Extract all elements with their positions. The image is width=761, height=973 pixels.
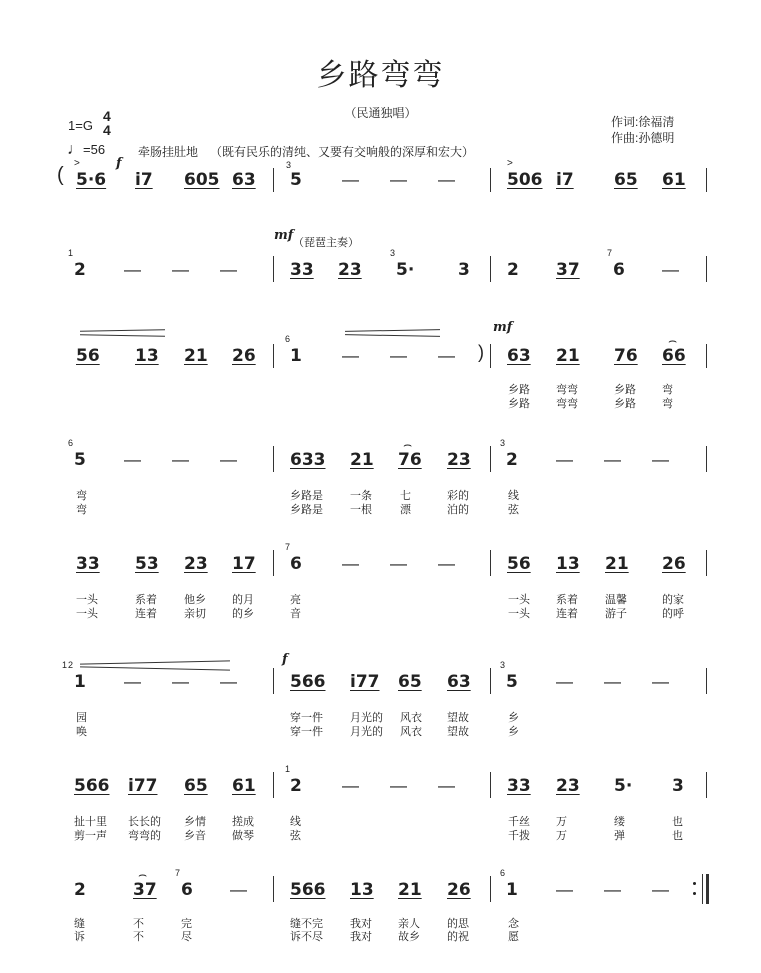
- lyric: 乡情: [184, 816, 206, 828]
- lyric: 愿: [508, 931, 519, 943]
- lyric: 连着: [556, 608, 578, 620]
- dynamic-mark: f: [116, 156, 122, 171]
- accent-mark: >: [507, 158, 513, 169]
- staff-row-6: [0, 650, 761, 740]
- note: i77: [128, 776, 158, 796]
- lyric: 乡路: [508, 398, 530, 410]
- lyric: 穿一件: [290, 726, 323, 738]
- note: 605: [184, 170, 220, 190]
- note: 76: [398, 450, 422, 470]
- song-title: 乡路弯弯: [316, 58, 445, 93]
- lyric: 系着: [556, 594, 578, 606]
- note: 23: [447, 450, 471, 470]
- note: 2: [74, 260, 86, 280]
- dash: —: [604, 450, 621, 469]
- note: 6: [181, 880, 193, 900]
- grace-note: 7: [175, 868, 181, 878]
- lyric: 的祝: [447, 931, 469, 943]
- dash: —: [652, 450, 669, 469]
- lyric: 亲切: [184, 608, 206, 620]
- lyric: 音: [290, 608, 301, 620]
- note: 63: [232, 170, 256, 190]
- note: 5·6: [76, 170, 107, 190]
- dash: —: [342, 170, 359, 189]
- note: 2: [506, 450, 518, 470]
- lyric: 一头: [508, 608, 530, 620]
- barline: [490, 772, 491, 798]
- barline: [273, 550, 274, 576]
- note: 66: [662, 346, 686, 366]
- grace-note: 3: [390, 248, 396, 258]
- accent-mark: >: [74, 158, 80, 169]
- note: 1: [290, 346, 302, 366]
- grace-note: 3: [500, 438, 506, 448]
- lyric: 穿一件: [290, 712, 323, 724]
- lyric: 泊的: [447, 504, 469, 516]
- dash: —: [342, 346, 359, 365]
- note: 566: [74, 776, 110, 796]
- lyric: 望故: [447, 726, 469, 738]
- hairpin: [80, 334, 165, 336]
- dash: —: [438, 170, 455, 189]
- note: 5: [290, 170, 302, 190]
- note: i77: [350, 672, 380, 692]
- lyric: 乡路: [614, 384, 636, 396]
- note: 33: [507, 776, 531, 796]
- time-bottom: 4: [103, 122, 111, 138]
- barline: [706, 344, 707, 368]
- note: 23: [338, 260, 362, 280]
- lyric: 亮: [290, 594, 301, 606]
- note: 26: [232, 346, 256, 366]
- lyric: 万: [556, 830, 567, 842]
- dash: —: [556, 880, 573, 899]
- dash: —: [604, 880, 621, 899]
- lyric: 完: [181, 918, 192, 930]
- credits: [611, 114, 674, 146]
- grace-note: 6: [285, 334, 291, 344]
- note: 566: [290, 880, 326, 900]
- note: 633: [290, 450, 326, 470]
- barline: [273, 344, 274, 368]
- barline: [490, 876, 491, 902]
- barline: [706, 256, 707, 282]
- note: 6: [290, 554, 302, 574]
- lyric: 弹: [614, 830, 625, 842]
- hairpin: [345, 329, 440, 332]
- quarter-note-icon: ♩: [67, 141, 83, 158]
- note: 63: [447, 672, 471, 692]
- note: 65: [614, 170, 638, 190]
- barline: [706, 446, 707, 472]
- note: 6: [613, 260, 625, 280]
- barline: [706, 668, 707, 694]
- dash: —: [230, 880, 247, 899]
- lyric: 诉不尽: [290, 931, 323, 943]
- lyric: 长长的: [128, 816, 161, 828]
- dash: —: [438, 554, 455, 573]
- note: 13: [350, 880, 374, 900]
- lyric: 系着: [135, 594, 157, 606]
- barline: [490, 550, 491, 576]
- note: 37: [133, 880, 157, 900]
- lyric: 乡路是: [290, 490, 323, 502]
- tempo-marking: [67, 141, 105, 159]
- dash: —: [556, 450, 573, 469]
- lyric: 彩的: [447, 490, 469, 502]
- staff-row-3: [0, 320, 761, 420]
- lyric: 弯: [76, 504, 87, 516]
- lyric: 线: [508, 490, 519, 502]
- lyric: 游子: [605, 608, 627, 620]
- hairpin: [345, 334, 440, 337]
- staff-row-8: [0, 862, 761, 973]
- lyric: 乡: [508, 726, 519, 738]
- barline: [490, 446, 491, 472]
- staff-row-2: [0, 228, 761, 288]
- dash: —: [124, 450, 141, 469]
- lyric: 搓成: [232, 816, 254, 828]
- note: 65: [398, 672, 422, 692]
- lyric: 风衣: [400, 712, 422, 724]
- dash: —: [390, 346, 407, 365]
- lyric: 诉: [74, 931, 85, 943]
- note: 33: [290, 260, 314, 280]
- lyric: 月光的: [350, 712, 383, 724]
- lyric: 一头: [508, 594, 530, 606]
- note: 5: [74, 450, 86, 470]
- staff-row-1: [0, 156, 761, 220]
- note: 21: [556, 346, 580, 366]
- dash: —: [390, 776, 407, 795]
- key-signature: 1=G: [68, 118, 93, 133]
- dash: —: [220, 672, 237, 691]
- lyric: 望故: [447, 712, 469, 724]
- lyric: 念: [508, 918, 519, 930]
- barline: [706, 550, 707, 576]
- lyric: 扯十里: [74, 816, 107, 828]
- dash: —: [438, 776, 455, 795]
- dash: —: [604, 672, 621, 691]
- dash: —: [172, 450, 189, 469]
- note: 65: [184, 776, 208, 796]
- note: 76: [614, 346, 638, 366]
- note: 61: [662, 170, 686, 190]
- barline: [706, 168, 707, 192]
- dynamic-mark: f: [282, 652, 288, 667]
- close-paren: ): [478, 342, 484, 362]
- grace-note: 1: [68, 248, 74, 258]
- dash: —: [220, 450, 237, 469]
- repeat-dot: [693, 882, 696, 885]
- lyric: 的家: [662, 594, 684, 606]
- lyric: 连着: [135, 608, 157, 620]
- note: 566: [290, 672, 326, 692]
- dash: —: [438, 346, 455, 365]
- lyric: 乡路是: [290, 504, 323, 516]
- barline: [490, 168, 491, 192]
- lyric: 不: [133, 931, 144, 943]
- character-marking: （既有民乐的清纯、又要有交响般的深厚和宏大）: [210, 145, 475, 159]
- note: i7: [556, 170, 574, 190]
- staff-row-4: [0, 432, 761, 522]
- barline: [273, 668, 274, 694]
- repeat-barline-thin: [702, 874, 703, 904]
- tempo-value: =56: [83, 142, 106, 157]
- lyric: 不: [133, 918, 144, 930]
- hairpin: [80, 660, 230, 664]
- note: 5·: [396, 260, 415, 280]
- note: 56: [507, 554, 531, 574]
- note: 53: [135, 554, 159, 574]
- lyric: 月光的: [350, 726, 383, 738]
- lyric: 他乡: [184, 594, 206, 606]
- lyric: 万: [556, 816, 567, 828]
- barline: [273, 168, 274, 192]
- barline: [490, 344, 491, 368]
- barline: [490, 668, 491, 694]
- lyric: 剪一声: [74, 830, 107, 842]
- dynamic-mark: mf: [274, 228, 294, 243]
- lyric: 的呼: [662, 608, 684, 620]
- dash: —: [662, 260, 679, 279]
- grace-note: 1: [285, 764, 291, 774]
- lyric: 一头: [76, 608, 98, 620]
- note: 23: [556, 776, 580, 796]
- lyric: 我对: [350, 918, 372, 930]
- note: 61: [232, 776, 256, 796]
- note: 17: [232, 554, 256, 574]
- lyric: 唤: [76, 726, 87, 738]
- slur-mark: ⌢: [403, 436, 413, 452]
- note: 13: [556, 554, 580, 574]
- song-subtitle: （民通独唱）: [344, 106, 417, 120]
- lyric: 弯: [662, 384, 673, 396]
- note: 56: [76, 346, 100, 366]
- grace-note: 2: [68, 660, 74, 670]
- dash: —: [390, 170, 407, 189]
- note: 506: [507, 170, 543, 190]
- lyric: 缝: [74, 918, 85, 930]
- dash: —: [652, 880, 669, 899]
- note: 5: [506, 672, 518, 692]
- barline: [273, 772, 274, 798]
- note: 1: [74, 672, 86, 692]
- grace-note: 6: [68, 438, 74, 448]
- note: 21: [398, 880, 422, 900]
- lyric: 千丝: [508, 816, 530, 828]
- lyric: 七: [400, 490, 411, 502]
- instrument-marking: （琵琶主奏）: [293, 237, 359, 249]
- lyric: 弯弯: [556, 398, 578, 410]
- slur-mark: ⌢: [138, 866, 148, 882]
- note: 2: [74, 880, 86, 900]
- staff-row-7: [0, 758, 761, 848]
- lyric: 漂: [400, 504, 411, 516]
- barline: [273, 876, 274, 902]
- lyric: 也: [672, 830, 683, 842]
- dash: —: [652, 672, 669, 691]
- slur-mark: ⌢: [668, 332, 678, 348]
- lyric: 弯弯: [556, 384, 578, 396]
- lyric: 做琴: [232, 830, 254, 842]
- note: 3: [458, 260, 470, 280]
- lyric: 乡: [508, 712, 519, 724]
- open-paren: (: [57, 164, 64, 186]
- note: 37: [556, 260, 580, 280]
- lyric: 我对: [350, 931, 372, 943]
- dash: —: [556, 672, 573, 691]
- note: 2: [290, 776, 302, 796]
- note: 1: [506, 880, 518, 900]
- lyric: 尽: [181, 931, 192, 943]
- dash: —: [390, 554, 407, 573]
- barline: [273, 446, 274, 472]
- note: 33: [76, 554, 100, 574]
- lyric: 也: [672, 816, 683, 828]
- lyric: 的月: [232, 594, 254, 606]
- note: 21: [184, 346, 208, 366]
- lyric: 乡音: [184, 830, 206, 842]
- lyric: 弯弯的: [128, 830, 161, 842]
- grace-note: 3: [500, 660, 506, 670]
- lyric: 故乡: [398, 931, 420, 943]
- time-signature: [103, 109, 111, 137]
- note: 26: [662, 554, 686, 574]
- hairpin: [80, 329, 165, 331]
- grace-note: 1: [62, 660, 68, 670]
- lyric: 乡路: [508, 384, 530, 396]
- dash: —: [220, 260, 237, 279]
- grace-note: 7: [285, 542, 291, 552]
- dash: —: [172, 260, 189, 279]
- lyric: 缕: [614, 816, 625, 828]
- note: 13: [135, 346, 159, 366]
- lyric: 线: [290, 816, 301, 828]
- dash: —: [124, 260, 141, 279]
- lyric: 一头: [76, 594, 98, 606]
- time-top: 4: [103, 108, 111, 124]
- lyric: 弯: [76, 490, 87, 502]
- lyric: 弦: [508, 504, 519, 516]
- lyricist: 作词:徐福清: [611, 115, 675, 129]
- barline: [706, 772, 707, 798]
- lyric: 亲人: [398, 918, 420, 930]
- lyric: 弦: [290, 830, 301, 842]
- grace-note: 3: [286, 160, 292, 170]
- barline: [490, 256, 491, 282]
- lyric: 弯: [662, 398, 673, 410]
- dash: —: [342, 776, 359, 795]
- expression-marking: 牵肠挂肚地: [138, 145, 199, 159]
- lyric: 乡路: [614, 398, 636, 410]
- lyric: 的乡: [232, 608, 254, 620]
- lyric: 园: [76, 712, 87, 724]
- lyric: 的思: [447, 918, 469, 930]
- staff-row-5: [0, 536, 761, 626]
- dynamic-mark: mf: [493, 320, 513, 335]
- dash: —: [342, 554, 359, 573]
- dash: —: [172, 672, 189, 691]
- note: 63: [507, 346, 531, 366]
- note: 26: [447, 880, 471, 900]
- lyric: 千拨: [508, 830, 530, 842]
- repeat-dot: [693, 892, 696, 895]
- lyric: 一条: [350, 490, 372, 502]
- note: 21: [605, 554, 629, 574]
- lyric: 温馨: [605, 594, 627, 606]
- repeat-barline-thick: [706, 874, 709, 904]
- barline: [273, 256, 274, 282]
- grace-note: 7: [607, 248, 613, 258]
- note: 23: [184, 554, 208, 574]
- hairpin: [80, 666, 230, 670]
- lyric: 一根: [350, 504, 372, 516]
- grace-note: 6: [500, 868, 506, 878]
- note: 5·: [614, 776, 633, 796]
- composer: 作曲:孙德明: [611, 131, 675, 145]
- note: 21: [350, 450, 374, 470]
- dash: —: [124, 672, 141, 691]
- note: 2: [507, 260, 519, 280]
- note: i7: [135, 170, 153, 190]
- note: 3: [672, 776, 684, 796]
- lyric: 缝不完: [290, 918, 323, 930]
- lyric: 风衣: [400, 726, 422, 738]
